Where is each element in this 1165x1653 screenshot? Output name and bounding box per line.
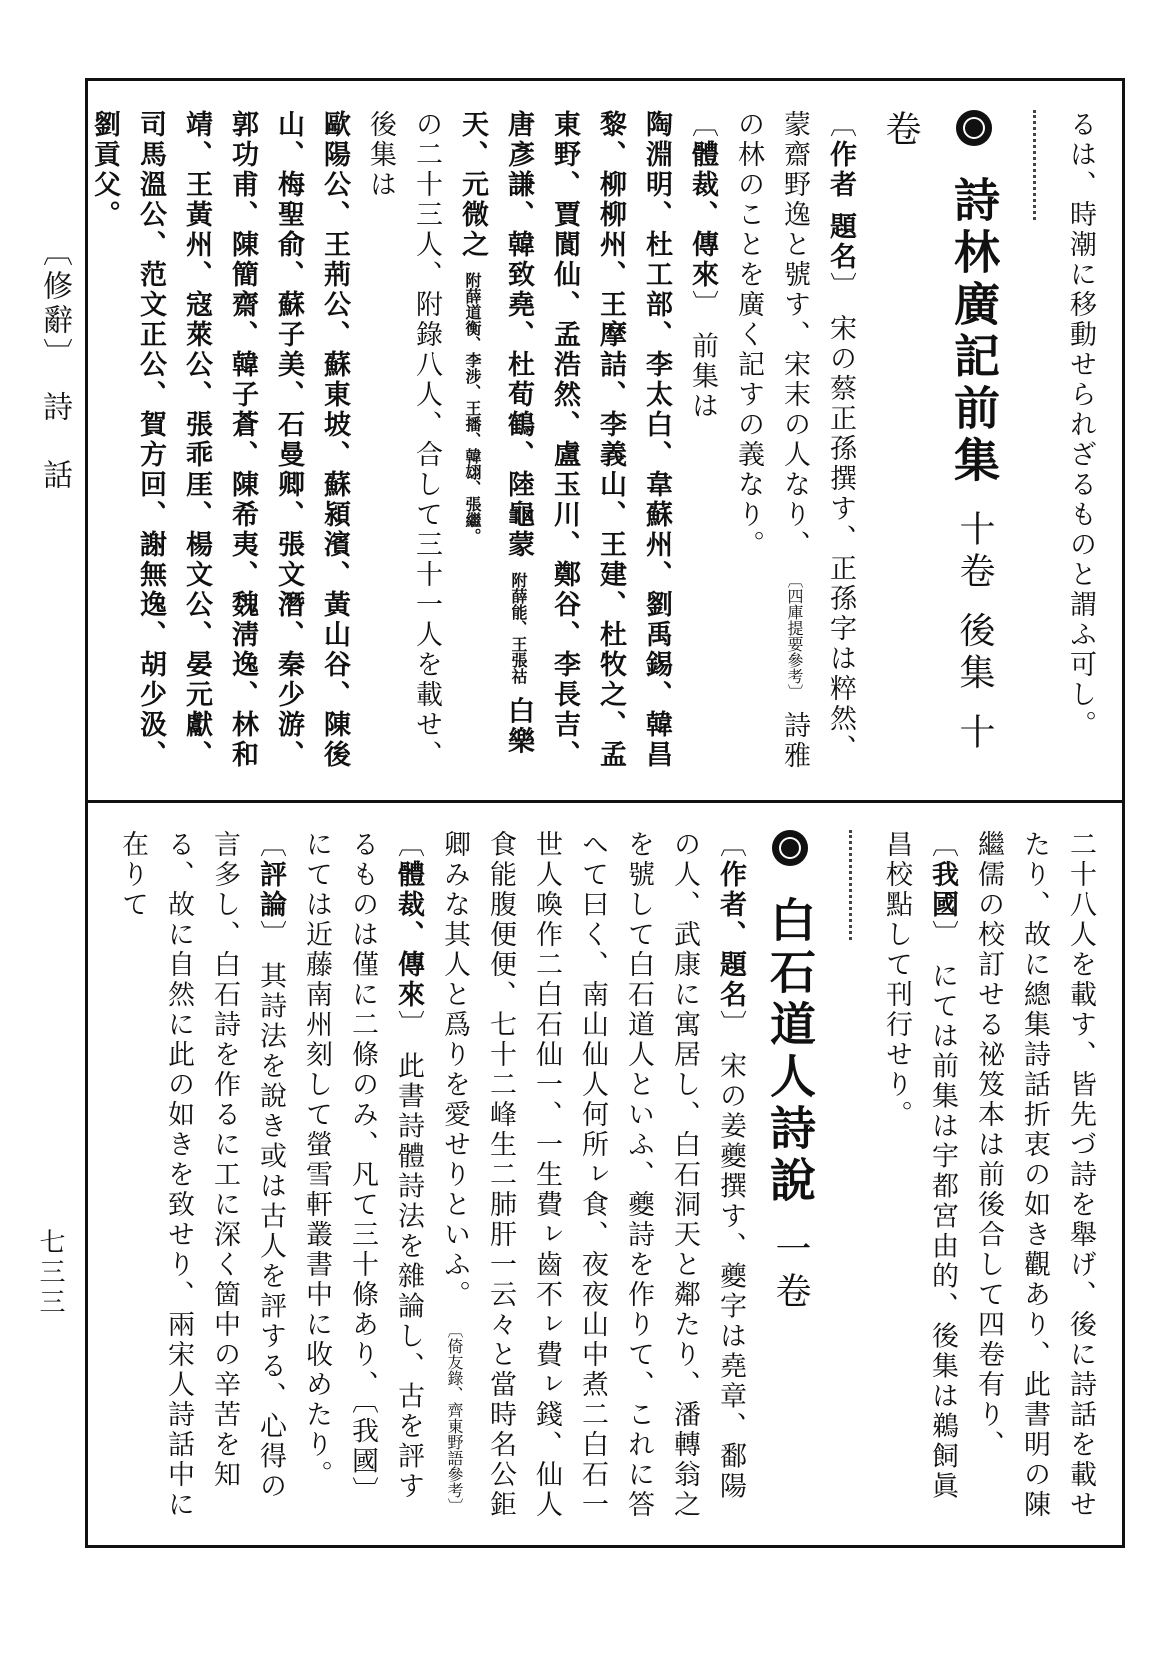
author-text-2: 詩雅の林のことを廣く記すの義なり。	[733, 110, 810, 772]
country-label: 〔 我國 〕	[927, 830, 958, 950]
review-label: 〔 評論 〕	[255, 830, 286, 950]
bullet-icon	[956, 110, 992, 146]
lower-panel	[109, 830, 1103, 1520]
section-separator	[1033, 110, 1036, 220]
poet-note: 附薛能、王張祜	[509, 572, 528, 685]
author-text: 宋の姜夔撰す、夔字は堯章、鄱陽の人、武康に寓居し、白石洞天と鄰たり、潘轉翁之を號して白石道人といふ、夔詩を作りて、これに答へて曰く、南山仙人何所ㇾ食、夜夜山中煮二白石一世人喚作二白石仙一、一生費ㇾ齒不ㇾ費ㇾ錢、仙人食能腹便便、七十二峰生二肺肝一云々と當時名公鉅卿みな其人と爲りを愛せりといふ。	[439, 830, 746, 1520]
author-paragraph	[431, 830, 753, 1520]
review-text: 其詩法を說き或は古人を評する、心得の言多し、白石詩を作るに工に深く箇中の辛苦を知る、故に自然に此の如きを致せり、兩宋人詩話中に在りて	[117, 830, 286, 1520]
continuation-paragraph	[873, 830, 1103, 1520]
style-paragraph	[293, 830, 431, 1520]
page-number: 七三三	[35, 1228, 65, 1318]
author-note: 〔四庫提要參考〕	[785, 571, 804, 700]
author-label: 〔 作者 題名 〕	[825, 110, 856, 302]
section-separator	[849, 830, 852, 940]
continuation-text: 二十八人を載す、皆先づ詩を舉げ、後に詩話を載せたり、故に總集詩話折衷の如き觀あり、此書明の陳繼儒の校訂せる祕笈本は前後合して四卷有り、	[973, 830, 1096, 1520]
poet-list-2: 歐陽公、王荊公、蘇東坡、蘇潁濱、黃山谷、陳後山、梅聖俞、蘇子美、石曼卿、張文潛、秦少游、郭功甫、陳簡齋、韓子蒼、陳希夷、魏淸逸、林和靖、王黃州、寇萊公、張乖厓、楊文公、晏元獻、司馬溫公、范文正公、賀方回、謝無逸、胡少汲、劉貢父。	[89, 110, 350, 770]
style-label: 〔 體裁、傳來 〕	[393, 830, 424, 1040]
author-label: 〔 作者、題名 〕	[715, 830, 746, 1040]
style-label: 〔 體裁、傳來 〕	[687, 110, 718, 320]
entry-title	[753, 830, 827, 1520]
style-text: 此書詩體詩法を雜論し、古を評するものは僅に二條のみ、凡て三十條あり、〔我國〕にては近藤南州刻して螢雪軒叢書中に收めたり。	[301, 830, 424, 1507]
poet-list-1	[449, 110, 679, 775]
entry-title-text: 詩林廣記前集	[947, 176, 1001, 489]
style-text: 前集は	[687, 331, 718, 422]
author-text: 宋の蔡正孫撰す、正孫字は粹然、蒙齋野逸と號す、宋末の人なり、	[779, 110, 856, 764]
continuation-text-2: にては前集は宇都宮由的、後集は鵜飼眞昌校點して刊行せり。	[881, 830, 958, 1502]
poet-note-b: 附薛道衡、李涉、王播、韓翃、張繼。	[463, 272, 482, 545]
style-paragraph	[679, 110, 725, 775]
poet-names: 陶淵明、杜工部、李太白、韋蘇州、劉禹錫、韓昌黎、柳柳州、王摩詰、李義山、王建、杜牧之、孟東野、賈閬仙、孟浩然、盧玉川、鄭谷、李長吉、唐彥謙、韓致堯、杜荀鶴、陸龜蒙	[503, 110, 672, 770]
continuation-text: るは、時潮に移動せられざるものと謂ふ可し。	[1065, 110, 1096, 740]
running-header: 〔修辭〕 詩 話	[37, 236, 72, 493]
bullet-icon	[772, 830, 808, 866]
panel-divider	[85, 800, 1125, 803]
entry-title-text: 白石道人詩說	[763, 896, 817, 1209]
entry-title	[863, 110, 1011, 775]
upper-panel	[81, 110, 1103, 775]
summary-text: の二十三人、附錄八人、合して三十一人を載せ、後集は	[365, 110, 442, 770]
entry-volumes: 一卷	[770, 1230, 811, 1315]
poet-names-b: 白樂天、元微之	[457, 110, 534, 757]
author-note: 〔倚友錄、齊東野語參考〕	[445, 1321, 464, 1514]
author-paragraph	[725, 110, 863, 775]
review-paragraph	[109, 830, 293, 1520]
entry-volumes: 十卷 後集 十卷	[880, 110, 995, 755]
